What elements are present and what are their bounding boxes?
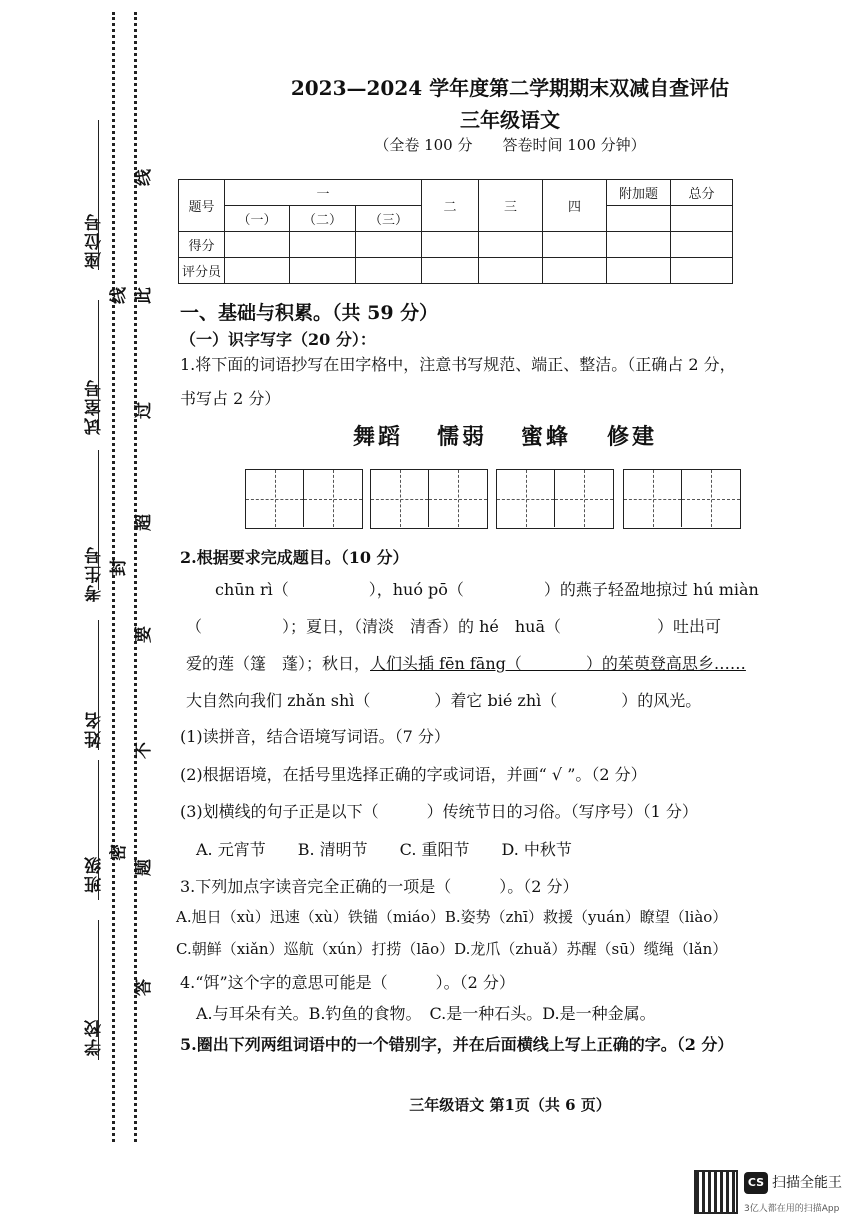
seal-word: 线 xyxy=(109,287,129,304)
binding-strip xyxy=(0,0,160,1227)
question-3-title: 3.下列加点字读音完全正确的一项是（ ）。（2 分） xyxy=(180,877,579,896)
qr-code-icon xyxy=(694,1170,738,1214)
class-label: 班级 xyxy=(85,855,105,893)
grader-cell[interactable] xyxy=(356,258,422,284)
question-2-sub-2: (2)根据语境，在括号里选择正确的字或词语，并画“ √ ”。（2 分） xyxy=(180,765,647,784)
seat-number-label: 座位号 xyxy=(85,212,105,269)
score-cell[interactable] xyxy=(671,232,733,258)
score-cell[interactable] xyxy=(356,232,422,258)
score-cell[interactable] xyxy=(290,232,356,258)
total-empty xyxy=(671,206,733,232)
grader-cell[interactable] xyxy=(479,258,543,284)
question-2-options: A. 元宵节 B. 清明节 C. 重阳节 D. 中秋节 xyxy=(196,840,572,859)
grader-cell[interactable] xyxy=(422,258,479,284)
tianzige-grid[interactable] xyxy=(623,469,741,529)
camscanner-logo-icon: CS xyxy=(744,1172,768,1194)
school-line xyxy=(98,920,99,1060)
question-1-line-1: 1.将下面的词语抄写在田字格中，注意书写规范、端正、整洁。（正确占 2 分， xyxy=(180,355,736,374)
part-four-header: 四 xyxy=(543,180,607,232)
question-2-sub-3: (3)划横线的句子正是以下（ ）传统节日的习俗。（写序号）（1 分） xyxy=(180,802,698,821)
grader-cell[interactable] xyxy=(607,258,671,284)
question-4-options: A.与耳朵有关。B.钓鱼的食物。 C.是一种石头。D.是一种金属。 xyxy=(196,1004,656,1023)
part-two-header: 二 xyxy=(422,180,479,232)
seal-word: 题 xyxy=(134,859,154,876)
subsection-heading: （一）识字写字（20 分）： xyxy=(180,330,376,349)
tianzige-cell[interactable] xyxy=(429,470,487,527)
exam-subtitle: 三年级语文 xyxy=(460,108,560,132)
tianzige-cell[interactable] xyxy=(304,470,362,527)
exam-info: （全卷 100 分 答卷时间 100 分钟） xyxy=(374,136,646,154)
grader-row-label: 评分员 xyxy=(179,258,225,284)
name-line xyxy=(98,620,99,750)
seal-word: 答 xyxy=(134,979,154,996)
seal-word: 此 xyxy=(134,287,154,304)
question-2-passage-2: （ ）；夏日，（清淡 清香）的 hé huā（ ）吐出可 xyxy=(186,617,722,636)
score-cell[interactable] xyxy=(543,232,607,258)
grader-cell[interactable] xyxy=(543,258,607,284)
section-heading: 一、基础与积累。（共 59 分） xyxy=(180,302,439,324)
binding-dotted-line-outer xyxy=(112,12,115,1142)
score-cell[interactable] xyxy=(479,232,543,258)
exam-title: 2023—2024 学年度第二学期期末双减自查评估 xyxy=(290,76,730,100)
seat-number-line xyxy=(98,120,99,270)
tianzige-grid[interactable] xyxy=(370,469,488,529)
seal-word: 线 xyxy=(134,169,154,186)
tianzige-cell[interactable] xyxy=(682,470,740,527)
grader-cell[interactable] xyxy=(225,258,290,284)
seal-word: 封 xyxy=(109,559,129,576)
extra-empty xyxy=(607,206,671,232)
passage-text: 爱的莲（篷 蓬）；秋日， xyxy=(186,654,371,673)
total-header: 总分 xyxy=(671,180,733,206)
copy-word: 懦弱 xyxy=(437,424,488,450)
seal-word: 不 xyxy=(134,742,154,759)
tianzige-cell[interactable] xyxy=(371,470,429,527)
score-cell[interactable] xyxy=(422,232,479,258)
tianzige-cell[interactable] xyxy=(555,470,613,527)
question-5-title: 5.圈出下列两组词语中的一个错别字，并在后面横线上写上正确的字。（2 分） xyxy=(180,1035,734,1054)
tianzige-grid[interactable] xyxy=(496,469,614,529)
room-number-line xyxy=(98,300,99,430)
copy-word: 蜜蜂 xyxy=(521,424,572,450)
tianzige-grid[interactable] xyxy=(245,469,363,529)
exam-number-label: 考生号 xyxy=(85,545,105,602)
part-three-header: 三 xyxy=(479,180,543,232)
score-table xyxy=(178,179,733,284)
question-4-title: 4.“饵”这个字的意思可能是（ ）。（2 分） xyxy=(180,973,515,992)
question-2-passage-3 xyxy=(186,651,746,674)
exam-number-line xyxy=(98,450,99,590)
copy-word: 修建 xyxy=(607,424,658,450)
tianzige-cell[interactable] xyxy=(624,470,682,527)
grader-cell[interactable] xyxy=(671,258,733,284)
score-cell[interactable] xyxy=(225,232,290,258)
extra-header: 附加题 xyxy=(607,180,671,206)
part-one-header: 一 xyxy=(225,180,422,206)
sub-part-header: （二） xyxy=(290,206,356,232)
copy-word: 舞蹈 xyxy=(353,424,404,450)
seal-word: 超 xyxy=(134,514,154,531)
seal-word: 密 xyxy=(109,844,129,861)
score-row-label: 得分 xyxy=(179,232,225,258)
page-footer: 三年级语文 第1页（共 6 页） xyxy=(409,1096,611,1114)
sub-part-header: （一） xyxy=(225,206,290,232)
question-2-title: 2.根据要求完成题目。（10 分） xyxy=(180,548,409,567)
school-label: 学校 xyxy=(85,1018,105,1056)
question-3-options-ab: A.旭日（xù）迅速（xù）铁锚（miáo）B.姿势（zhī）救援（yuán）瞭望（liào） xyxy=(176,908,728,926)
seal-word: 要 xyxy=(134,626,154,643)
score-cell[interactable] xyxy=(607,232,671,258)
tianzige-cell[interactable] xyxy=(246,470,304,527)
class-line xyxy=(98,760,99,900)
scanner-tagline: 3亿人都在用的扫描App xyxy=(744,1204,840,1214)
seal-word: 过 xyxy=(134,402,154,419)
underlined-sentence: 人们头插 fēn fāng（ ）的茱萸登高思乡…… xyxy=(370,654,746,673)
question-2-passage-1: chūn rì（ ），huó pō（ ）的燕子轻盈地掠过 hú miàn xyxy=(215,580,759,599)
question-1-line-2: 书写占 2 分） xyxy=(180,389,281,408)
question-2-sub-1: (1)读拼音，结合语境写词语。（7 分） xyxy=(180,727,450,746)
question-3-options-cd: C.朝鲜（xiǎn）巡航（xún）打捞（lāo）D.龙爪（zhuǎ）苏醒（sū）缆绳（lǎn） xyxy=(176,940,728,958)
room-number-label: 试室号 xyxy=(85,378,105,435)
sub-part-header: （三） xyxy=(356,206,422,232)
score-table-header-label: 题号 xyxy=(179,180,225,232)
tianzige-cell[interactable] xyxy=(497,470,555,527)
grader-cell[interactable] xyxy=(290,258,356,284)
question-2-passage-4: 大自然向我们 zhǎn shì（ ）着它 bié zhì（ ）的风光。 xyxy=(186,691,702,710)
name-label: 姓名 xyxy=(85,710,105,748)
scanner-app-name: 扫描全能王 xyxy=(772,1175,842,1191)
